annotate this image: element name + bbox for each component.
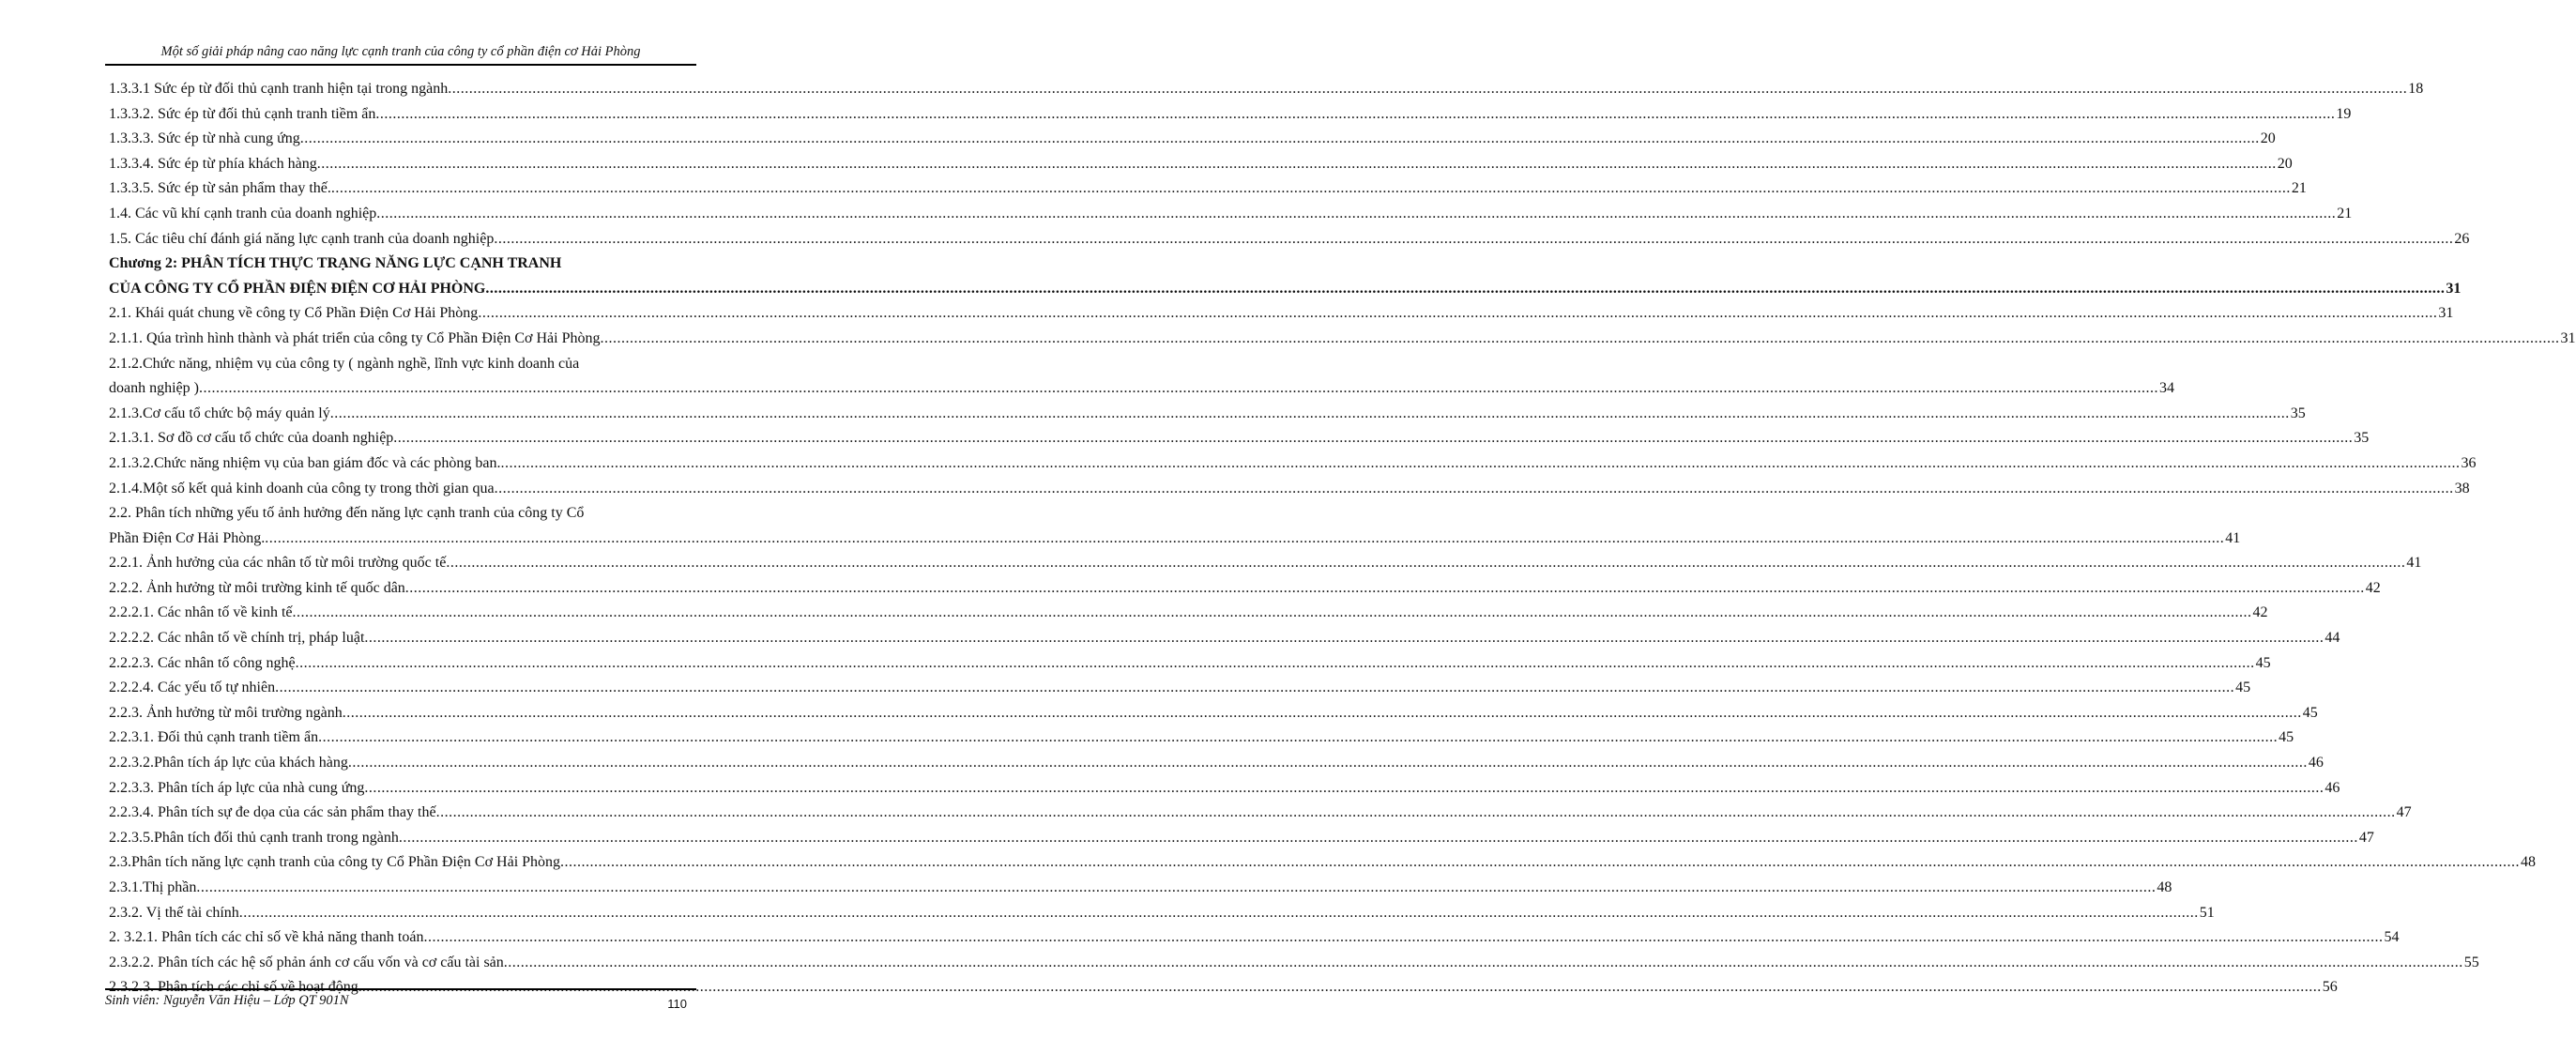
toc-entry-page: 21 bbox=[2337, 205, 2353, 221]
toc-entry-title: 2.2.3.5.Phân tích đối thủ cạnh tranh trong ngành bbox=[109, 829, 399, 846]
toc-entry-page: 48 bbox=[2157, 879, 2172, 895]
toc-entry-page: 47 bbox=[2396, 804, 2412, 821]
toc-entry-page: 45 bbox=[2279, 729, 2294, 746]
toc-entry-title: 2.2.1. Ảnh hưởng của các nhân tố từ môi trường quốc tế bbox=[109, 555, 447, 572]
toc-entry-title: 2.2.3.4. Phân tích sự đe dọa của các sản phẩm thay thế bbox=[109, 804, 436, 821]
toc-entry-title: 2.3.1.Thị phần bbox=[109, 879, 197, 895]
toc-entry bbox=[109, 704, 2318, 730]
toc-leader-dots bbox=[265, 530, 2224, 547]
toc-entry-page: 26 bbox=[2454, 230, 2470, 247]
toc-entry-title: 2. 3.2.1. Phân tích các chỉ số về khả năng thanh toán bbox=[109, 929, 424, 946]
toc-entry-title: doanh nghiệp ) bbox=[109, 380, 199, 397]
toc-leader-dots bbox=[293, 604, 2252, 621]
toc-leader-dots bbox=[560, 854, 2520, 871]
toc-entry-page: 35 bbox=[2354, 430, 2370, 447]
toc-entry bbox=[109, 555, 2422, 580]
toc-entry bbox=[109, 630, 2340, 655]
toc-entry-title: 2.2.3.3. Phân tích áp lực của nhà cung ứng bbox=[109, 779, 365, 796]
toc-entry bbox=[109, 356, 694, 381]
toc-entry-title: 1.3.3.3. Sức ép từ nhà cung ứng bbox=[109, 130, 300, 147]
toc-entry-title: 2.1.3.Cơ cấu tổ chức bộ máy quản lý bbox=[109, 405, 330, 421]
toc-leader-dots bbox=[446, 555, 2405, 572]
toc-entry-page: 56 bbox=[2322, 979, 2338, 996]
toc-entry-title: Phần Điện Cơ Hải Phòng. bbox=[109, 529, 266, 546]
toc-entry-page: 31 bbox=[2560, 329, 2576, 346]
toc-entry-title: Chương 2: PHÂN TÍCH THỰC TRẠNG NĂNG LỰC CẠNH TRANH bbox=[109, 255, 562, 272]
toc-entry-page: 18 bbox=[2408, 81, 2424, 97]
toc-entry-page: 46 bbox=[2308, 755, 2324, 771]
toc-entry-title: 2.2.3. Ảnh hưởng từ môi trường ngành bbox=[109, 704, 343, 721]
toc-leader-dots bbox=[348, 755, 2308, 771]
toc-entry-title: 1.3.3.4. Sức ép từ phía khách hàng bbox=[109, 155, 317, 172]
toc-entry-title: 2.1. Khái quát chung về công ty Cổ Phần Điện Cơ Hải Phòng bbox=[109, 305, 479, 322]
toc-leader-dots bbox=[375, 106, 2335, 123]
footer-rule bbox=[105, 988, 696, 990]
toc-entry-page: 54 bbox=[2384, 929, 2400, 946]
toc-leader-dots bbox=[300, 130, 2260, 147]
toc-leader-dots bbox=[399, 830, 2358, 847]
toc-entry bbox=[109, 579, 2381, 605]
toc-entry-page: 36 bbox=[2461, 454, 2477, 471]
toc-leader-dots bbox=[494, 231, 2453, 248]
toc-entry bbox=[109, 804, 2412, 830]
toc-entry-title: 2.3.Phân tích năng lực cạnh tranh của công ty Cổ Phần Điện Cơ Hải Phòng bbox=[109, 854, 561, 871]
toc-entry bbox=[109, 230, 2470, 256]
toc-entry-page: 19 bbox=[2336, 105, 2352, 122]
toc-entry-page: 41 bbox=[2406, 555, 2422, 572]
toc-entry bbox=[109, 829, 2374, 855]
toc-entry bbox=[109, 180, 2307, 206]
toc-entry-title: 2.1.2.Chức năng, nhiệm vụ của công ty ( ngành nghề, lĩnh vực kinh doanh của bbox=[109, 355, 580, 372]
toc-entry-title: 1.4. Các vũ khí cạnh tranh của doanh nghiệp bbox=[109, 205, 377, 221]
toc-entry-title: 2.1.1. Qúa trình hình thành và phát triển của công ty Cổ Phần Điện Cơ Hải Phòng bbox=[109, 329, 601, 346]
toc-entry-title: 1.3.3.5. Sức ép từ sản phẩm thay thế. bbox=[109, 180, 331, 197]
toc-entry bbox=[109, 280, 2462, 306]
toc-entry-title: 1.3.3.1 Sức ép từ đối thủ cạnh tranh hiện tại trong ngành bbox=[109, 81, 449, 97]
toc-leader-dots bbox=[364, 630, 2324, 647]
toc-entry bbox=[109, 755, 2324, 780]
toc-entry bbox=[109, 929, 2400, 955]
toc-leader-dots bbox=[504, 955, 2463, 971]
toc-entry-title: 2.2.2.4. Các yếu tố tự nhiên bbox=[109, 680, 276, 696]
toc-entry-page: 21 bbox=[2291, 180, 2307, 197]
toc-entry-title: 2.1.4.Một số kết quả kinh doanh của công ty trong thời gian qua bbox=[109, 480, 495, 496]
toc-leader-dots bbox=[448, 81, 2407, 98]
toc-entry-page: 47 bbox=[2358, 829, 2374, 846]
toc-entry bbox=[109, 380, 2174, 405]
toc-entry-title: 2.2.2. Ảnh hưởng từ môi trường kinh tế quốc dân bbox=[109, 579, 405, 596]
toc-leader-dots bbox=[436, 804, 2396, 821]
toc-entry-page: 42 bbox=[2365, 579, 2381, 596]
toc-entry-page: 51 bbox=[2199, 904, 2215, 921]
toc-entry-title: 1.5. Các tiêu chí đánh giá năng lực cạnh tranh của doanh nghiệp bbox=[109, 230, 495, 247]
toc-leader-dots bbox=[478, 305, 2437, 322]
toc-leader-dots bbox=[393, 430, 2353, 447]
toc-leader-dots bbox=[601, 330, 2560, 347]
toc-entry bbox=[109, 405, 2306, 431]
toc-entry-page: 31 bbox=[2446, 280, 2462, 297]
toc-entry-page: 42 bbox=[2252, 604, 2268, 621]
toc-leader-dots bbox=[196, 879, 2156, 896]
toc-entry-title: CỦA CÔNG TY CỔ PHẦN ĐIỆN ĐIỆN CƠ HẢI PHÒNG bbox=[109, 280, 486, 297]
toc-entry bbox=[109, 305, 2454, 330]
toc-entry-title: 2.3.2.3. Phân tích các chỉ số về hoạt động. bbox=[109, 979, 362, 996]
toc-leader-dots bbox=[331, 180, 2291, 197]
toc-leader-dots bbox=[364, 780, 2324, 797]
toc-entry-title: 2.2. Phân tích những yếu tố ảnh hưởng đến năng lực cạnh tranh của công ty Cổ bbox=[109, 505, 585, 522]
toc-leader-dots bbox=[495, 481, 2454, 497]
toc-entry-page: 31 bbox=[2438, 305, 2454, 322]
toc-leader-dots bbox=[500, 455, 2460, 472]
toc-entry bbox=[109, 729, 2294, 755]
toc-entry-page: 48 bbox=[2521, 854, 2537, 871]
toc-leader-dots bbox=[275, 680, 2234, 696]
toc-entry-title: 2.1.3.2.Chức năng nhiệm vụ của ban giám đốc và các phòng ban. bbox=[109, 454, 501, 471]
toc-entry-title: 2.1.3.1. Sơ đồ cơ cấu tổ chức của doanh nghiệp bbox=[109, 430, 394, 447]
toc-entry-page: 45 bbox=[2235, 680, 2251, 696]
toc-entry-title: 2.2.2.3. Các nhân tố công nghệ bbox=[109, 654, 296, 671]
toc-entry-page: 41 bbox=[2225, 529, 2241, 546]
toc-entry-page: 34 bbox=[2158, 380, 2174, 397]
toc-entry-page: 35 bbox=[2290, 405, 2306, 421]
toc-leader-dots bbox=[330, 405, 2290, 422]
toc-leader-dots bbox=[199, 380, 2158, 397]
toc-entry-page: 46 bbox=[2324, 779, 2340, 796]
toc-entry bbox=[109, 954, 2479, 980]
toc-entry bbox=[109, 505, 694, 530]
toc-leader-dots bbox=[343, 705, 2302, 722]
toc-entry-page: 45 bbox=[2255, 654, 2271, 671]
toc-entry bbox=[109, 654, 2271, 680]
toc-entry bbox=[109, 205, 2353, 231]
toc-entry-page: 38 bbox=[2454, 480, 2470, 496]
toc-entry-title: 2.2.2.2. Các nhân tố về chính trị, pháp luật bbox=[109, 630, 365, 647]
student-name: Sinh viên: Nguyễn Văn Hiệu – Lớp QT 901N bbox=[105, 993, 349, 1008]
toc-entry bbox=[109, 81, 2424, 106]
toc-entry bbox=[109, 854, 2537, 879]
toc-leader-dots bbox=[376, 206, 2336, 222]
toc-leader-dots bbox=[405, 580, 2365, 597]
toc-entry-title: 2.2.3.1. Đối thủ cạnh tranh tiềm ẩn bbox=[109, 729, 319, 746]
table-of-contents bbox=[109, 81, 2576, 1004]
toc-entry bbox=[109, 604, 2268, 630]
toc-entry bbox=[109, 779, 2340, 805]
toc-entry-page: 20 bbox=[2260, 130, 2276, 147]
toc-leader-dots bbox=[239, 905, 2199, 922]
toc-entry bbox=[109, 105, 2352, 131]
toc-entry bbox=[109, 529, 2241, 556]
toc-entry-page: 45 bbox=[2302, 704, 2318, 721]
toc-entry-title: 2.3.2. Vị thế tài chính bbox=[109, 904, 239, 921]
toc-entry-page: 44 bbox=[2324, 630, 2340, 647]
toc-entry-title: 1.3.3.2. Sức ép từ đối thủ cạnh tranh tiềm ẩn bbox=[109, 105, 376, 122]
toc-leader-dots bbox=[296, 655, 2255, 672]
toc-entry bbox=[109, 430, 2370, 455]
toc-entry bbox=[109, 130, 2276, 156]
toc-entry bbox=[109, 329, 2576, 356]
toc-leader-dots bbox=[423, 929, 2383, 946]
toc-leader-dots bbox=[317, 156, 2277, 173]
running-header: Một số giải pháp nâng cao năng lực cạnh tranh của công ty cổ phần điện cơ Hải Phòng bbox=[160, 44, 641, 59]
toc-entry bbox=[109, 879, 2172, 905]
toc-entry bbox=[109, 480, 2470, 506]
toc-entry bbox=[109, 155, 2293, 181]
toc-entry-page: 20 bbox=[2277, 155, 2293, 172]
toc-leader-dots bbox=[318, 729, 2278, 746]
toc-entry bbox=[109, 255, 694, 281]
toc-leader-dots bbox=[485, 281, 2445, 298]
toc-entry bbox=[109, 680, 2251, 705]
toc-entry-title: 2.2.2.1. Các nhân tố về kinh tế bbox=[109, 604, 293, 621]
toc-entry bbox=[109, 904, 2215, 930]
toc-entry-page: 55 bbox=[2463, 954, 2479, 970]
toc-entry-title: 2.3.2.2. Phân tích các hệ số phản ánh cơ cấu vốn và cơ cấu tài sản bbox=[109, 954, 504, 970]
header-rule bbox=[105, 64, 696, 66]
toc-entry bbox=[109, 454, 2477, 481]
page-number: 110 bbox=[667, 997, 687, 1011]
toc-entry-title: 2.2.3.2.Phân tích áp lực của khách hàng bbox=[109, 755, 348, 771]
